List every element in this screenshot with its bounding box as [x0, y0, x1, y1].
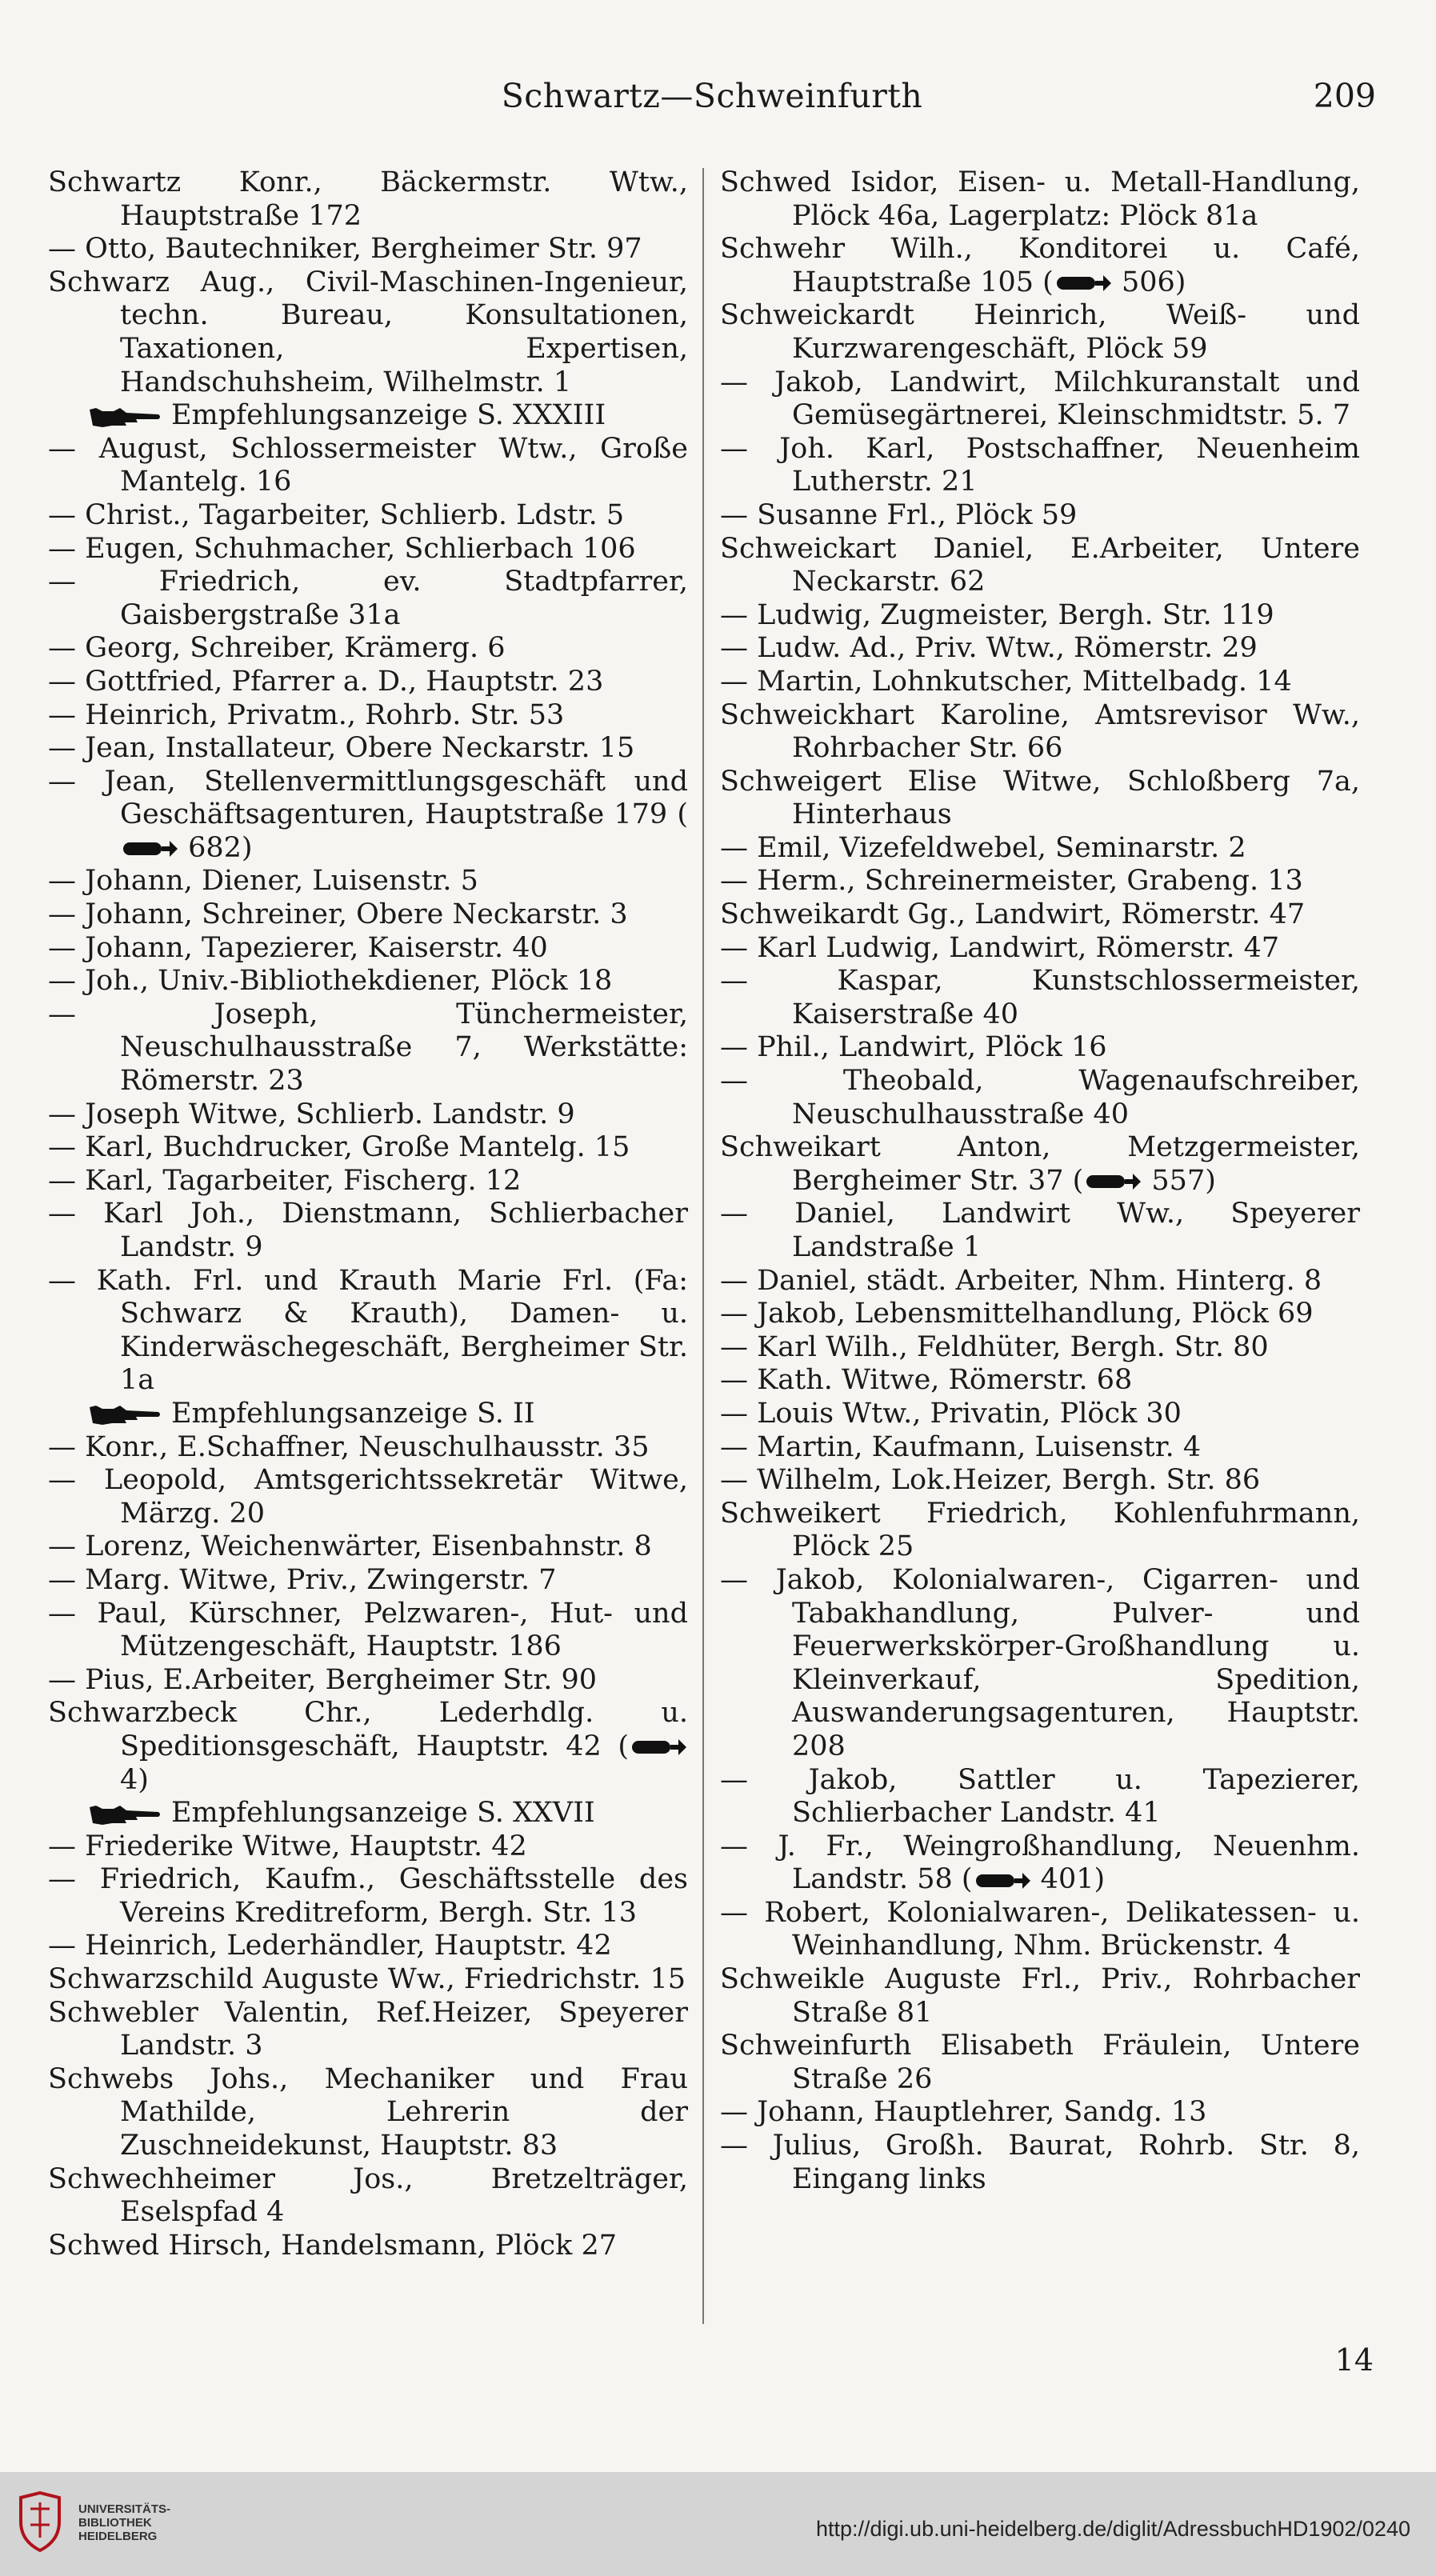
- directory-entry: — Friederike Witwe, Hauptstr. 42: [48, 1830, 527, 1862]
- directory-entry: — Martin, Kaufmann, Luisenstr. 4: [720, 1430, 1202, 1463]
- entry-text: — J. Fr., Weingroßhandlung, Neuenhm. Landstr. 58 (: [720, 1830, 1360, 1896]
- signature-mark: 14: [1334, 2342, 1374, 2378]
- directory-entry: — Eugen, Schuhmacher, Schlierbach 106: [48, 532, 636, 565]
- entry-text: Schweikart Anton, Metzgermeister, Bergheimer Str. 37 (: [720, 1131, 1360, 1197]
- directory-entry: Schwebs Johs., Mechaniker und Frau Mathilde, Lehrerin der Zuschneidekunst, Hauptstr. 83: [48, 2062, 688, 2162]
- directory-entry: Schwarz Aug., Civil-Maschinen-Ingenieur, techn. Bureau, Konsultationen, Taxationen, Expertisen, Handschuhsheim, Wilhelmstr. 1: [48, 266, 688, 398]
- directory-entry: — Otto, Bautechniker, Bergheimer Str. 97: [48, 233, 642, 266]
- pointing-hand-icon: [88, 1802, 162, 1826]
- entry-text: Schwarzbeck Chr., Lederhdlg. u. Speditionsgeschäft, Hauptstr. 42 (: [48, 1697, 688, 1762]
- directory-entry: Schwed Hirsch, Handelsmann, Plöck 27: [48, 2229, 618, 2262]
- directory-entry: — Georg, Schreiber, Krämerg. 6: [48, 632, 506, 665]
- directory-entry: — Kath. Frl. und Krauth Marie Frl. (Fa: Schwarz & Krauth), Damen- u. Kinderwäschegeschäft, Bergheimer Str. 1a: [48, 1264, 688, 1397]
- directory-entry: — Emil, Vizefeldwebel, Seminarstr. 2: [720, 831, 1246, 864]
- directory-entry: — Heinrich, Privatm., Rohrb. Str. 53: [48, 698, 565, 731]
- directory-entry: — Jakob, Kolonialwaren-, Cigarren- und Tabakhandlung, Pulver- und Feuerwerkskörper-Großhandlung u. Kleinverkauf, Spedition, Auswanderungsagenturen, Hauptstr. 208: [720, 1563, 1360, 1762]
- directory-entry: — Heinrich, Lederhändler, Hauptstr. 42: [48, 1930, 612, 1962]
- directory-entry: — Johann, Schreiner, Obere Neckarstr. 3: [48, 898, 628, 931]
- directory-entry: [720, 233, 1360, 299]
- page-title: Schwartz—Schweinfurth: [501, 77, 923, 115]
- directory-entry: — Friedrich, ev. Stadtpfarrer, Gaisbergstraße 31a: [48, 566, 688, 631]
- directory-entry: — Kath. Witwe, Römerstr. 68: [720, 1364, 1133, 1397]
- source-url-link[interactable]: http://digi.ub.uni-heidelberg.de/diglit/AdressbuchHD1902/0240: [815, 2517, 1410, 2541]
- entry-text: — Jean, Stellenvermittlungsgeschäft und Geschäftsagenturen, Hauptstraße 179 (: [48, 765, 688, 831]
- right-column: [720, 166, 1360, 2196]
- directory-entry: — Jakob, Sattler u. Tapezierer, Schlierbacher Landstr. 41: [720, 1763, 1360, 1830]
- telephone-icon: [1083, 1170, 1142, 1193]
- directory-entry: — Jakob, Lebensmittelhandlung, Plöck 69: [720, 1298, 1314, 1330]
- directory-entry: Schwed Isidor, Eisen- u. Metall-Handlung, Plöck 46a, Lagerplatz: Plöck 81a: [720, 166, 1360, 232]
- advertisement-reference: [48, 1797, 688, 1830]
- directory-entry: — Johann, Hauptlehrer, Sandg. 13: [720, 2096, 1207, 2129]
- reference-text: Empfehlungsanzeige S. XXXIII: [171, 399, 606, 432]
- directory-entry: Schweikardt Gg., Landwirt, Römerstr. 47: [720, 898, 1306, 931]
- directory-entry: — Pius, E.Arbeiter, Bergheimer Str. 90: [48, 1663, 598, 1696]
- phone-number: 557): [1142, 1164, 1216, 1197]
- directory-entry: — Joh., Univ.-Bibliothekdiener, Plöck 18: [48, 965, 613, 998]
- phone-number: 4): [120, 1763, 149, 1796]
- directory-entry: Schwartz Konr., Bäckermstr. Wtw., Hauptstraße 172: [48, 166, 688, 232]
- directory-entry: — Kaspar, Kunstschlossermeister, Kaiserstraße 40: [720, 965, 1360, 1030]
- page-number: 209: [1313, 77, 1376, 115]
- column-divider: [702, 168, 704, 2324]
- directory-entry: — Marg. Witwe, Priv., Zwingerstr. 7: [48, 1563, 557, 1596]
- directory-entry: Schwarzschild Auguste Ww., Friedrichstr. 15: [48, 1963, 686, 1996]
- directory-entry: Schweikert Friedrich, Kohlenfuhrmann, Plöck 25: [720, 1497, 1360, 1563]
- reference-text: Empfehlungsanzeige S. II: [171, 1397, 535, 1430]
- phone-number: 682): [179, 831, 253, 864]
- pointing-hand-icon: [88, 1402, 162, 1426]
- library-name: UNIVERSITÄTS- BIBLIOTHEK HEIDELBERG: [78, 2502, 171, 2543]
- directory-entry: — Ludwig, Zugmeister, Bergh. Str. 119: [720, 598, 1274, 631]
- directory-entry: — Karl, Tagarbeiter, Fischerg. 12: [48, 1164, 522, 1197]
- directory-entry: — Karl Wilh., Feldhüter, Bergh. Str. 80: [720, 1330, 1269, 1363]
- directory-entry: — Theobald, Wagenaufschreiber, Neuschulhausstraße 40: [720, 1065, 1360, 1130]
- directory-entry: Schwechheimer Jos., Bretzelträger, Eselspfad 4: [48, 2162, 688, 2229]
- directory-entry: Schweinfurth Elisabeth Fräulein, Untere Straße 26: [720, 2030, 1360, 2095]
- directory-entry: Schweickhart Karoline, Amtsrevisor Ww., Rohrbacher Str. 66: [720, 698, 1360, 765]
- directory-entry: Schwebler Valentin, Ref.Heizer, Speyerer Landstr. 3: [48, 1996, 688, 2062]
- directory-entry: — Karl Ludwig, Landwirt, Römerstr. 47: [720, 931, 1280, 964]
- directory-entry: — Daniel, Landwirt Ww., Speyerer Landstraße 1: [720, 1198, 1360, 1263]
- directory-entry: — Johann, Diener, Luisenstr. 5: [48, 865, 478, 898]
- directory-entry: — Lorenz, Weichenwärter, Eisenbahnstr. 8: [48, 1530, 652, 1563]
- directory-entry: Schweigert Elise Witwe, Schloßberg 7a, Hinterhaus: [720, 765, 1360, 831]
- entry-text: Schwehr Wilh., Konditorei u. Café, Hauptstraße 105 (: [720, 233, 1360, 298]
- directory-entry: — Christ., Tagarbeiter, Schlierb. Ldstr. 5: [48, 498, 625, 531]
- directory-entry: — Johann, Tapezierer, Kaiserstr. 40: [48, 931, 548, 964]
- directory-entry: — Jean, Installateur, Obere Neckarstr. 15: [48, 732, 635, 765]
- directory-entry: Schweikle Auguste Frl., Priv., Rohrbacher Straße 81: [720, 1963, 1360, 2029]
- directory-entry: Schweickardt Heinrich, Weiß- und Kurzwarengeschäft, Plöck 59: [720, 299, 1360, 365]
- directory-entry: — Karl Joh., Dienstmann, Schlierbacher Landstr. 9: [48, 1198, 688, 1263]
- directory-entry: — Joseph Witwe, Schlierb. Landstr. 9: [48, 1098, 575, 1130]
- directory-entry: — Julius, Großh. Baurat, Rohrb. Str. 8, Eingang links: [720, 2130, 1360, 2195]
- directory-entry: — Friedrich, Kaufm., Geschäftsstelle des Vereins Kreditreform, Bergh. Str. 13: [48, 1863, 688, 1929]
- pointing-hand-icon: [88, 405, 162, 429]
- directory-entry: — Karl, Buchdrucker, Große Mantelg. 15: [48, 1131, 630, 1164]
- directory-entry: — August, Schlossermeister Wtw., Große Mantelg. 16: [48, 432, 688, 498]
- telephone-icon: [120, 838, 179, 860]
- directory-entry: — Leopold, Amtsgerichtssekretär Witwe, Märzg. 20: [48, 1464, 688, 1530]
- directory-entry: [720, 1830, 1360, 1897]
- telephone-icon: [973, 1870, 1032, 1892]
- directory-entry: [48, 766, 688, 866]
- directory-entry: — Phil., Landwirt, Plöck 16: [720, 1031, 1107, 1064]
- directory-entry: — Joh. Karl, Postschaffner, Neuenheim Lutherstr. 21: [720, 432, 1360, 498]
- directory-entry: Schweickart Daniel, E.Arbeiter, Untere Neckarstr. 62: [720, 532, 1360, 598]
- directory-entry: — Daniel, städt. Arbeiter, Nhm. Hinterg. 8: [720, 1264, 1322, 1297]
- footer-bar: [0, 2472, 1436, 2576]
- page-header: [48, 77, 1376, 125]
- phone-number: 401): [1031, 1863, 1106, 1896]
- directory-entry: — Konr., E.Schaffner, Neuschulhausstr. 35: [48, 1430, 650, 1463]
- directory-entry: — Susanne Frl., Plöck 59: [720, 498, 1078, 531]
- directory-entry: [48, 1697, 688, 1797]
- directory-entry: — Jakob, Landwirt, Milchkuranstalt und Gemüsegärtnerei, Kleinschmidtstr. 5. 7: [720, 366, 1360, 432]
- university-seal-icon: [16, 2490, 64, 2554]
- directory-entry: — Gottfried, Pfarrer a. D., Hauptstr. 23: [48, 665, 604, 698]
- telephone-icon: [1054, 272, 1113, 294]
- directory-entry: — Joseph, Tünchermeister, Neuschulhausstraße 7, Werkstätte: Römerstr. 23: [48, 998, 688, 1098]
- advertisement-reference: [48, 399, 688, 433]
- directory-entry: [720, 1131, 1360, 1198]
- telephone-icon: [629, 1736, 688, 1758]
- directory-entry: — Herm., Schreinermeister, Grabeng. 13: [720, 865, 1303, 898]
- directory-entry: — Wilhelm, Lok.Heizer, Bergh. Str. 86: [720, 1464, 1261, 1497]
- directory-entry: — Louis Wtw., Privatin, Plöck 30: [720, 1397, 1182, 1430]
- left-column: [48, 166, 688, 2262]
- phone-number: 506): [1112, 266, 1186, 298]
- advertisement-reference: [48, 1398, 688, 1431]
- reference-text: Empfehlungsanzeige S. XXVII: [171, 1797, 595, 1830]
- directory-entry: — Ludw. Ad., Priv. Wtw., Römerstr. 29: [720, 632, 1258, 665]
- directory-entry: — Paul, Kürschner, Pelzwaren-, Hut- und Mützengeschäft, Hauptstr. 186: [48, 1597, 688, 1663]
- directory-entry: — Robert, Kolonialwaren-, Delikatessen- u. Weinhandlung, Nhm. Brückenstr. 4: [720, 1896, 1360, 1962]
- directory-entry: — Martin, Lohnkutscher, Mittelbadg. 14: [720, 665, 1292, 698]
